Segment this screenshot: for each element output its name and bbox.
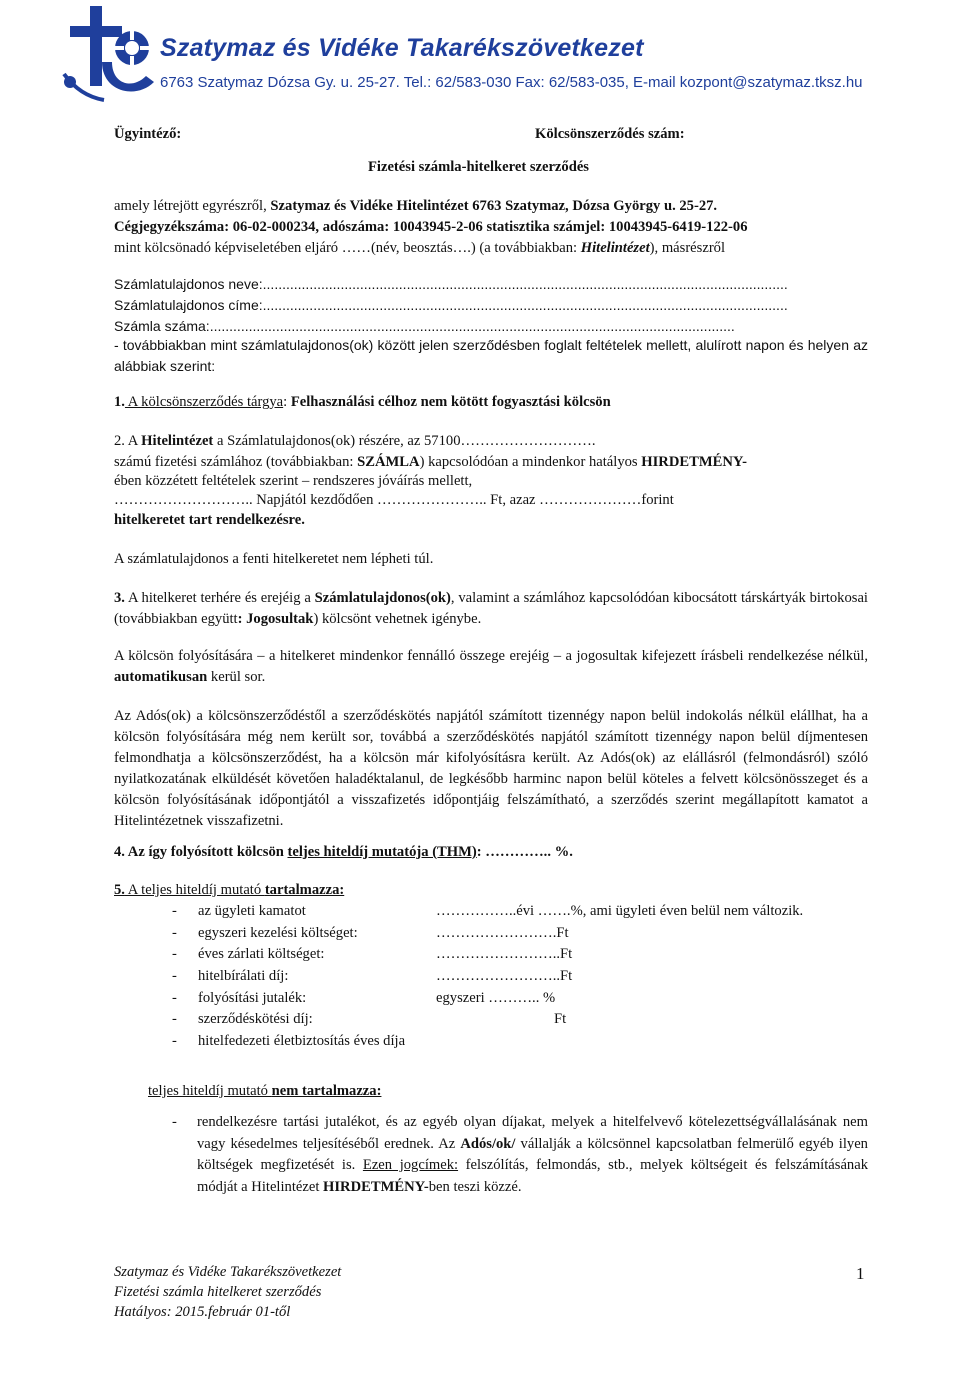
fee-item-value: ……………………..Ft [436,968,573,985]
fee-item-label: az ügyleti kamatot [198,903,306,919]
fee-item-dash: - [172,903,177,919]
fee-item-label: folyósítási jutalék: [198,989,307,1006]
fee-item-dash: - [172,946,177,963]
fee-item [172,1031,872,1053]
intro-line-3: mint kölcsönadó képviseletében eljáró ……(név, beosztás….) (a továbbiakban: Hitelintézet), másrészről [114,240,726,256]
section-3-paragraph-2: A kölcsön folyósítására – a hitelkeret mindenkor fennálló összege erejéig – a jogosultak kifejezett írásbeli rendelkezése nélkül, automatikusan kerül sor. [114,648,868,685]
ugyintezo-label: Ügyintéző: [114,126,182,142]
fee-item-value: ……………..évi …….%, ami ügyleti éven belül nem változik. [436,903,804,919]
fee-item-dash: - [172,989,177,1006]
intro-line-2: Cégjegyzékszáma: 06-02-000234, adószáma: 10043945-2-06 statisztika számjel: 10043945-6419-122-06 [114,219,748,235]
section-3-paragraph-3: Az Adós(ok) a kölcsönszerződéstől a szerződéskötés napjától számított tizennégy napon belül indokolás nélkül elállhat, ha a kölcsön folyósítására még nem került sor, továbbá a szerződéskötés napjától számított tizennégy napon belül díjmentesen felmondhatja a kölcsönszerződést, ha a kölcsön már kifolyósításra került. Az Adós(ok) az elállásról (felmondásról) szóló nyilatkozatának elküldését követően haladéktalanul, de legkésőbb harminc napon belül köteles a felvett kölcsönösszeget és a kölcsön folyósításának időpontjától a visszafizetés időpontjáig felszámítható, a szerződés szerint megállapított kamatot a Hitelintézetnek visszafizetni. [114,708,868,829]
exclusions-dash: - [172,1114,177,1130]
section-3-paragraph-1: 3. A hitelkeret terhére és erejéig a Számlatulajdonos(ok), valamint a számlához kapcsolódóan kibocsátott társkártyák birtokosai (továbbiakban együtt: Jogosultak) kölcsönt vehetnek igénybe. [114,590,868,627]
fee-item-dash: - [172,968,177,985]
intro-line-1: amely létrejött egyrészről, Szatymaz és Vidéke Hitelintézet 6763 Szatymaz, Dózsa György u. 25-27. [114,198,718,214]
exclusions-heading: teljes hiteldíj mutató nem tartalmazza: [148,1083,382,1099]
fee-item [172,988,872,1010]
fee-item [172,1009,872,1031]
fee-item-value: …………………….Ft [436,924,569,941]
fee-item-value: egyszeri ……….. % [436,989,556,1006]
section-2-line-5: hitelkeretet tart rendelkezésre. [114,512,305,528]
fee-item-dash: - [172,1033,177,1050]
company-name: Szatymaz és Vidéke Takarékszövetkezet [160,34,644,62]
owner-name-field: Számlatulajdonos neve:....................................................................................................................................... [114,276,788,292]
section-2-line-3: ében közzétett feltételek szerint – rendszeres jóváírás mellett, [114,473,473,489]
fee-list [172,901,872,1053]
fee-item [172,923,872,945]
cooperative-emblem-icon [62,4,162,104]
exclusions-text: rendelkezésre tartási jutalékot, és az egyéb olyan díjakat, melyek a hitelfelvevő kötelezettségvállalásának nem vagy késedelmes teljesítéséből erednek. Az Adós/ok/ vállalják a kölcsönnel kapcsolatban felmerülő egyéb ilyen költségek megfizetését is. Ezen jogcímek: felszólítás, felmondás, stb., melyek költségeit és felszámításának módját a Hitelintézet HIRDETMÉNY-ben teszi közzé. [197,1114,869,1195]
fee-item-label: hitelfedezeti életbiztosítás éves díja [198,1033,406,1050]
footer-document: Fizetési számla hitelkeret szerződés [114,1284,322,1300]
footer [114,1262,341,1322]
fee-item-dash: - [172,924,177,941]
fee-item-label: szerződéskötési díj: [198,1011,313,1028]
fee-item [172,966,872,988]
section-2-line-1: 2. A Hitelintézet a Számlatulajdonos(ok) részére, az 57100………………………. [114,433,596,449]
account-number-field: Számla száma:....................................................................................................................................... [114,318,735,334]
section-1: 1. A kölcsönszerződés tárgya: Felhasználási célhoz nem kötött fogyasztási kölcsön [114,394,611,410]
credit-limit-note: A számlatulajdonos a fenti hitelkeretet nem lépheti túl. [114,551,434,567]
section-2-line-4: ……………………….. Napjától kezdődően ………………….. Ft, azaz …………………forint [114,492,674,508]
contract-number-label: Kölcsönszerződés szám: [535,126,685,142]
footer-effective-date: Hatályos: 2015.február 01-től [114,1304,291,1320]
fee-item-label: egyszeri kezelési költséget: [198,924,358,941]
owner-continuation-text: - továbbiakban mint számlatulajdonos(ok) között jelen szerződésben foglalt feltételek mellett, alulírott napon és helyen az alábbiak szerint: [114,337,868,374]
company-address: 6763 Szatymaz Dózsa Gy. u. 25-27. Tel.: 62/583-030 Fax: 62/583-035, E-mail kozpont@szatymaz.tksz.hu [160,74,863,91]
fee-item-value: ……………………..Ft [436,946,573,963]
fee-item-dash: - [172,1011,177,1028]
section-2-line-2: számú fizetési számlához (továbbiakban: SZÁMLA) kapcsolódóan a mindenkor hatályos HIRDETMÉNY- [114,454,747,470]
section-5-heading: 5. A teljes hiteldíj mutató tartalmazza: [114,882,345,898]
fee-item-label: hitelbírálati díj: [198,968,289,985]
fee-item-label: éves zárlati költséget: [198,946,325,963]
fee-item [172,944,872,966]
fee-item-value: Ft [554,1011,567,1028]
page-number: 1 [856,1264,865,1283]
fee-item [172,901,872,923]
section-4: 4. Az így folyósított kölcsön teljes hiteldíj mutatója (THM): ………….. %. [114,844,573,860]
owner-address-field: Számlatulajdonos címe:....................................................................................................................................... [114,297,788,313]
document-title: Fizetési számla-hitelkeret szerződés [368,159,589,175]
footer-company: Szatymaz és Vidéke Takarékszövetkezet [114,1264,342,1280]
